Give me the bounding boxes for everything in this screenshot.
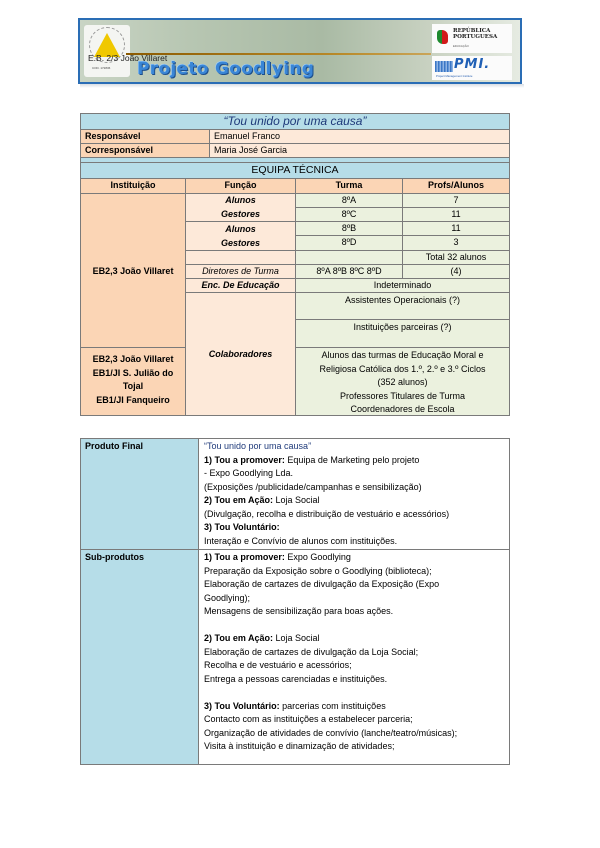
project-title: Projeto Goodlying bbox=[137, 59, 315, 79]
institution-cell bbox=[80, 193, 186, 348]
header-banner bbox=[78, 18, 522, 84]
turma-cell: 8ºA 8ºB 8ºC 8ºD bbox=[295, 264, 403, 279]
funcao-group-1 bbox=[185, 193, 296, 222]
funcao-cell: Diretores de Turma bbox=[185, 264, 296, 279]
funcao-cell bbox=[185, 250, 296, 265]
line-text: Loja Social bbox=[273, 495, 320, 505]
line-text: “Tou unido por uma causa” bbox=[204, 441, 312, 451]
content-line bbox=[204, 565, 509, 579]
header-divider bbox=[126, 53, 431, 55]
corresponsavel-label: Corresponsável bbox=[80, 143, 210, 158]
funcao-group-2 bbox=[185, 221, 296, 251]
line-text: Contacto com as instituições a estabelecer parceria; bbox=[204, 714, 413, 724]
turma-cell: 8ºA bbox=[295, 193, 403, 208]
content-line bbox=[204, 632, 509, 646]
line-text: Organização de atividades de convívio (lanche/teatro/músicas); bbox=[204, 727, 458, 738]
content-line bbox=[204, 521, 509, 535]
content-line bbox=[204, 646, 509, 660]
logo-code: COD. 172836 bbox=[92, 66, 111, 70]
gov-logo-line2: PORTUGUESA bbox=[453, 34, 498, 40]
col-header-instituicao: Instituição bbox=[80, 178, 186, 194]
table-title: “Tou unido por uma causa” bbox=[80, 113, 510, 130]
institution-cell-2: EB2,3 João Villaret EB1/JI S. Julião do Tojal EB1/JI Fanqueiro bbox=[80, 347, 186, 416]
colaborador-item: Instituições parceiras (?) bbox=[295, 319, 510, 348]
line-heading: 1) Tou a promover: bbox=[204, 552, 285, 562]
funcao-cell: Gestores bbox=[220, 208, 261, 219]
colaborador-alunos: Alunos das turmas de Educação Moral e Religiosa Católica dos 1.º, 2.º e 3.º Ciclos (352 alunos) Professores Titulares de Turma Coordenadores de Escola bbox=[295, 347, 510, 416]
sub-produtos-content bbox=[198, 549, 510, 765]
content-line bbox=[204, 700, 509, 714]
profs-cell: 3 bbox=[402, 235, 510, 251]
profs-cell: (4) bbox=[402, 264, 510, 279]
turma-cell: 8ºC bbox=[295, 207, 403, 222]
line-text: Recolha e de vestuário e acessórios; bbox=[204, 660, 352, 670]
col-header-funcao: Função bbox=[185, 178, 296, 194]
republica-portuguesa-logo bbox=[432, 24, 512, 53]
line-text: Preparação da Exposição sobre o Goodlying (biblioteca); bbox=[204, 565, 432, 576]
gov-logo-sub: EDUCAÇÃO bbox=[453, 44, 469, 48]
content-line bbox=[204, 713, 509, 727]
line-text: Interação e Convívio de alunos com instituições. bbox=[204, 535, 398, 546]
responsavel-value: Emanuel Franco bbox=[209, 129, 510, 144]
content-line bbox=[204, 673, 509, 687]
turma-cell: 8ºD bbox=[295, 235, 403, 251]
line-text: (Exposições /publicidade/campanhas e sensibilização) bbox=[204, 481, 422, 492]
profs-cell: 11 bbox=[402, 221, 510, 236]
turma-cell bbox=[295, 250, 403, 265]
content-line bbox=[204, 740, 509, 754]
content-line bbox=[204, 494, 509, 508]
content-line bbox=[204, 481, 509, 495]
content-line bbox=[204, 467, 509, 481]
produto-final-content bbox=[198, 438, 510, 550]
colaboradores-label: Colaboradores bbox=[185, 292, 296, 416]
school-logo bbox=[84, 25, 130, 77]
responsavel-label: Responsável bbox=[80, 129, 210, 144]
school-name: E.B. 2/3 João Villaret bbox=[88, 53, 168, 63]
turma-cell: 8ºB bbox=[295, 221, 403, 236]
line-text: Equipa de Marketing pelo projeto bbox=[284, 454, 420, 465]
colaborador-item: Assistentes Operacionais (?) bbox=[295, 292, 510, 320]
line-text: Mensagens de sensibilização para boas ações. bbox=[204, 606, 394, 616]
content-line bbox=[204, 551, 509, 565]
line-text: Goodlying); bbox=[204, 592, 251, 603]
portugal-flag-icon bbox=[437, 30, 448, 44]
content-line bbox=[204, 727, 509, 741]
section-title: EQUIPA TÉCNICA bbox=[80, 162, 510, 179]
corresponsavel-value: Maria José Garcia bbox=[209, 143, 510, 158]
col-header-turma: Turma bbox=[295, 178, 403, 194]
pmi-logo-text: PMI. bbox=[454, 57, 491, 72]
content-line bbox=[204, 578, 509, 592]
line-heading: 2) Tou em Ação: bbox=[204, 633, 274, 643]
produto-final-label: Produto Final bbox=[80, 438, 199, 550]
content-line bbox=[204, 508, 509, 522]
content-line bbox=[204, 440, 509, 454]
profs-cell: 11 bbox=[402, 207, 510, 222]
content-line bbox=[204, 592, 509, 606]
line-text: Entrega a pessoas carenciadas e instituições. bbox=[204, 673, 388, 684]
line-text: Expo Goodlying bbox=[284, 552, 351, 562]
enc-educacao-label: Enc. De Educação bbox=[185, 278, 296, 293]
pmi-logo-sub: Project Management Institute bbox=[436, 74, 473, 78]
funcao-cell: Alunos bbox=[225, 224, 256, 234]
col-header-profs-alunos: Profs/Alunos bbox=[402, 178, 510, 194]
line-heading: 1) Tou a promover: bbox=[204, 454, 285, 465]
content-line bbox=[204, 686, 509, 700]
content-line bbox=[204, 659, 509, 673]
institution-name: EB2,3 João Villaret bbox=[92, 265, 174, 276]
line-heading: 2) Tou em Ação: bbox=[204, 495, 274, 505]
funcao-cell: Gestores bbox=[220, 238, 261, 248]
content-line bbox=[204, 619, 509, 633]
line-heading: 3) Tou Voluntário: bbox=[204, 522, 280, 532]
line-text: Visita à instituição e dinamização de atividades; bbox=[204, 741, 395, 751]
line-text: (Divulgação, recolha e distribuição de vestuário e acessórios) bbox=[204, 508, 450, 519]
content-line bbox=[204, 535, 509, 549]
enc-educacao-value: Indeterminado bbox=[295, 278, 510, 293]
pmi-globe-icon bbox=[435, 61, 453, 72]
pmi-logo bbox=[432, 56, 512, 80]
line-heading: 3) Tou Voluntário: bbox=[204, 700, 280, 711]
line-text: Elaboração de cartazes de divulgação da Exposição (Expo bbox=[204, 579, 440, 589]
content-line bbox=[204, 454, 509, 468]
line-text: Elaboração de cartazes de divulgação da Loja Social; bbox=[204, 646, 419, 657]
sub-produtos-label: Sub-produtos bbox=[80, 549, 199, 765]
line-text: Loja Social bbox=[273, 633, 320, 643]
profs-cell: 7 bbox=[402, 193, 510, 208]
content-line bbox=[204, 605, 509, 619]
line-text: parcerias com instituições bbox=[279, 700, 386, 711]
gov-logo-line1: REPÚBLICA bbox=[453, 28, 491, 34]
total-cell: Total 32 alunos bbox=[402, 250, 510, 265]
funcao-cell: Alunos bbox=[225, 195, 256, 205]
line-text: - Expo Goodlying Lda. bbox=[204, 468, 294, 478]
